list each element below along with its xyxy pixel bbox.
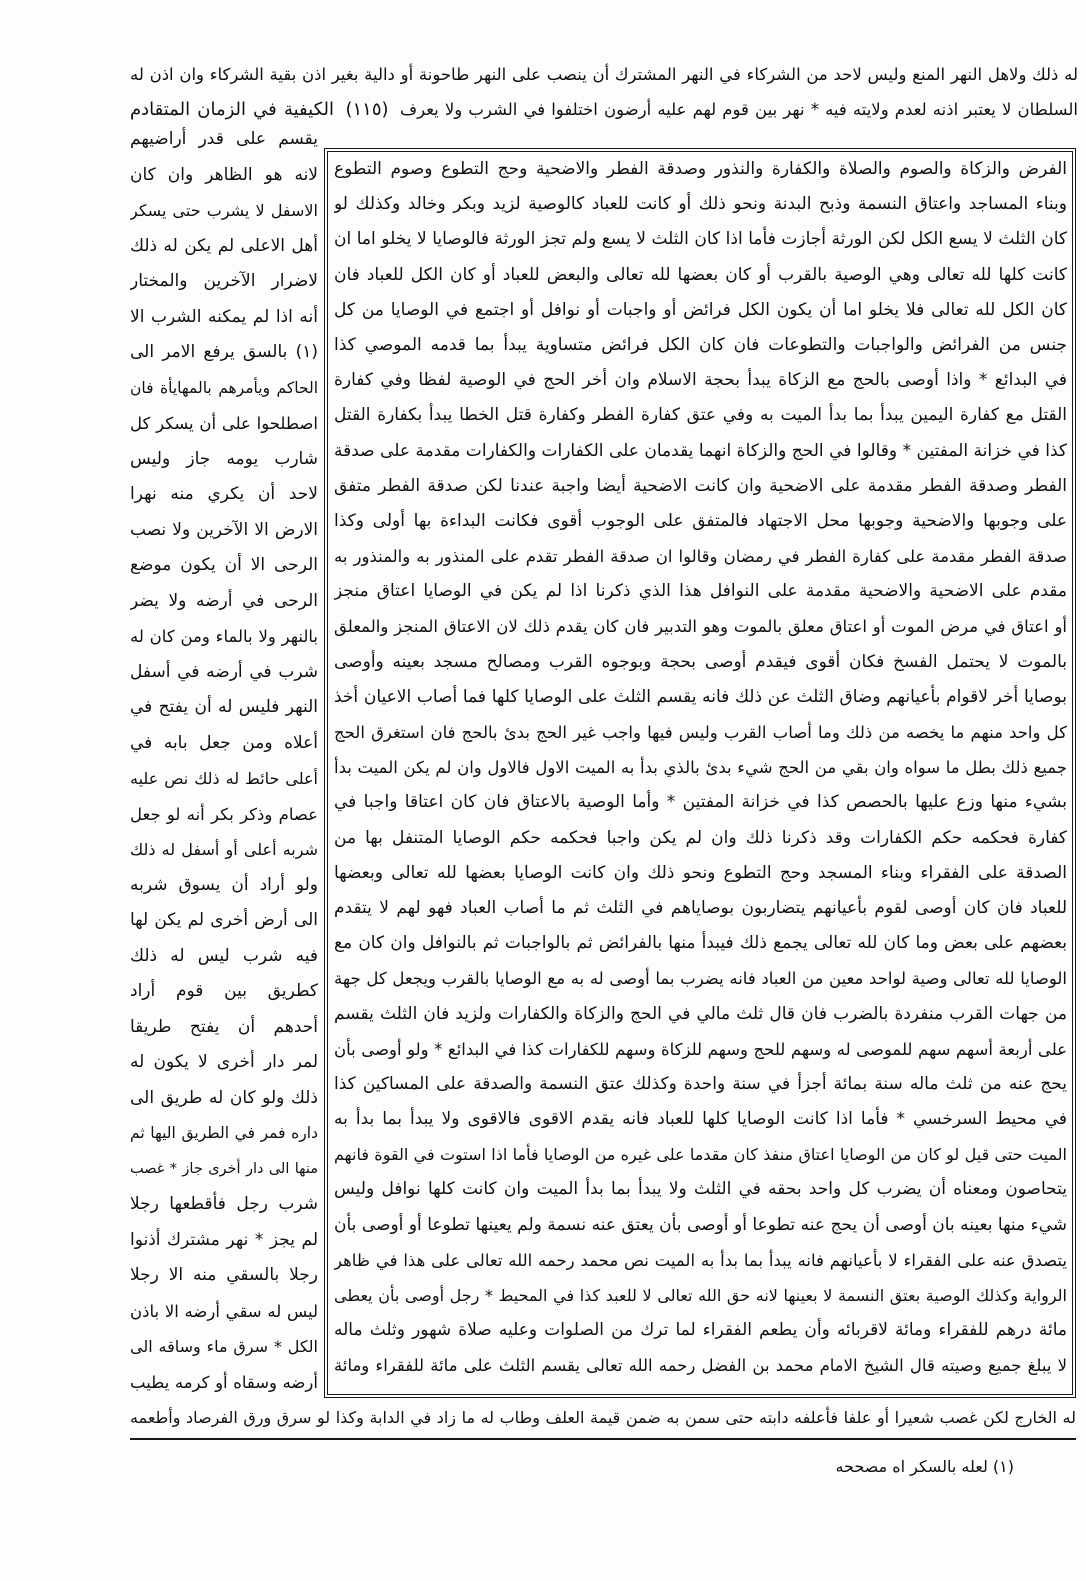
main-text-line: الفطر وصدقة الفطر مقدمة على الاضحية وان كانت الاضحية أيضا واجبة عندنا لكن صدقة الفطر متفق: [334, 475, 1067, 496]
bottom-continuation-line: له الخارج لكن غصب شعيرا أو علفا فأعلفه دابته حتى سمن به ضمن قيمة العلف وطاب له ما زاد في الدابة وكذا لو سرق ورق الفرصاد وأطعمه: [130, 1408, 1076, 1427]
main-text-line: القتل مع كفارة اليمين يبدأ بما بدأ الميت به وفي عتق كفارة الفطر وكفارة قتل الخطا يبدأ بكفارة القتل: [334, 405, 1067, 426]
header-line-2-right: السلطان لا يعتبر اذنه لعدم ولايته فيه * نهر بين قوم لهم عليه أرضون اختلفوا في الشرب ولا يعرف: [400, 100, 1078, 119]
margin-text-line: الى أرض أخرى لم يكن لها: [130, 910, 318, 930]
main-text-line: شيء منها بعينه بان أوصى أن يحج عنه تطوعا أو أوصى بأن يعتق عنه نسمة ولم يعينها تطوعا أو أوصى بأن: [334, 1214, 1067, 1235]
main-text-line: مائة درهم للفقراء ومائة لاقربائه وأن يطعم الفقراء لما ترك من الصلوات وعليه صلاة شهور وثلث ماله: [334, 1320, 1067, 1341]
margin-text-line: داره فمر في الطريق اليها ثم: [130, 1124, 318, 1142]
main-text-line: صدقة الفطر مقدمة على كفارة الفطر في رمضان وقالوا ان صدقة الفطر تقدم على المنذور به والمنذور به: [334, 547, 1067, 567]
margin-text-line: ولو أراد أن يسوق شربه: [130, 874, 318, 895]
main-text-line: كفارة فحكمه حكم الكفارات وقد ذكرنا ذلك وان لم يكن واجبا فحكمه حكم الوصايا المتنفل بها من: [334, 827, 1067, 848]
margin-text-line: رجلا بالسقي منه الا رجلا: [130, 1265, 318, 1285]
main-text-line: جنس من الفرائض والواجبات والتطوعات فان كان الكل فرائض متساوية يبدأ بما قدمه الموصي كذا: [334, 334, 1067, 355]
main-text-line: الرواية وكذلك الوصية بعتق النسمة لا بعينها لانه حق الله تعالى لا للعبد كذا في المحيط * رجل أوصى بأن يعطى: [334, 1286, 1067, 1305]
header-line-1: له ذلك ولاهل النهر المنع وليس لاحد من الشركاء في النهر المشترك أن ينصب على النهر طاحونة أو دالية بغير اذن بقية الشركاء وان اذن له: [130, 65, 1078, 84]
margin-text-line: لم يجز * نهر مشترك أذنوا: [130, 1229, 318, 1250]
footnote-divider: [130, 1438, 1076, 1440]
margin-text-line: اصطلحوا على أن يسكر كل: [130, 414, 318, 433]
main-text-line: كذا في خزانة المفتين * وقالوا في الحج والزكاة انهما يقدمان على الكفارات والكفارات مقدمة على صدقة: [334, 440, 1067, 461]
margin-text-line: الرحى الا أن يكون موضع: [130, 555, 318, 575]
margin-text-line: أحدهم أن يفتح طريقا: [130, 1016, 318, 1037]
page-number: (١١٥): [345, 99, 389, 120]
margin-text-line: ليس له سقي أرضه الا باذن: [130, 1301, 318, 1321]
main-text-line: يتحاصون ومعناه أن يضرب كل واحد بحقه في الثلث ولا يبدأ بما بدأ الميت وان كانت كلها نوافل وليس: [334, 1179, 1067, 1200]
main-text-line: كانت كلها لله تعالى وهي الوصية بالقرب أو كان بعضها لله تعالى والبعض للعباد أو كان الكل للعباد فان: [334, 264, 1067, 285]
margin-text-line: الحاكم ويأمرهم بالمهايأة فان: [130, 378, 318, 397]
margin-text-line: أنه اذا لم يمكنه الشرب الا: [130, 306, 318, 327]
main-text-line: على أربعة أسهم سهم للموصى له وسهم للحج وسهم للزكاة وسهم للكفارات كذا في البدائع * ولو أوصى بأن: [334, 1039, 1067, 1059]
margin-text-line: أهل الاعلى لم يكن له ذلك: [130, 235, 318, 256]
margin-text-line: بالنهر ولا بالماء ومن كان له: [130, 627, 318, 646]
margin-text-line: لانه هو الظاهر وان كان: [130, 164, 318, 185]
main-text-line: بعضهم على بعض وما كان لله تعالى يجمع ذلك فيبدأ منها بالفرائض ثم بالواجبات ثم بالنوافل وان كان مع: [334, 933, 1067, 954]
main-text-line: يتصدق عنه على الفقراء لا بأعيانهم فانه يبدأ بما بدأ به الميت نص محمد رحمه الله تعالى على هذا في ظاهر: [334, 1250, 1067, 1270]
main-text-line: على وجوبها والاضحية وجوبها محل الاجتهاد فالمتفق على الوجوب أقوى فكانت البداءة بها أولى وكذا: [334, 510, 1067, 531]
margin-text-line: يقسم على قدر أراضيهم: [130, 129, 318, 149]
main-text-line: بالموت لا يحتمل الفسخ فكان أقوى فيقدم أوصى بحجة وبوجوه القرب ومصالح مسجد بعينه وأوصى: [334, 651, 1067, 672]
margin-text-line: شرب رجل فأقطعها رجلا: [130, 1194, 318, 1214]
margin-text-column: [130, 122, 318, 1400]
margin-text-line: النهر فليس له أن يفتح في: [130, 697, 318, 717]
margin-text-line: أعلاه ومن جعل بابه في: [130, 732, 318, 753]
margin-text-line: شربه أعلى أو أسفل له ذلك: [130, 840, 318, 859]
main-text-line: أو اعتاق في مرض الموت أو اعتاق معلق بالموت وهو التدبير فان كان يقدم ذلك لان الاعتاق المنجز والمعلق: [334, 617, 1067, 637]
main-text-line: الصدقة على الفقراء وبناء المسجد وحج التطوع ونحو ذلك وان كانت الوصايا بعضها لله تعالى وبعضها: [334, 862, 1067, 883]
main-text-line: لا يبلغ جميع وصيته قال الشيخ الامام محمد بن الفضل رحمه الله تعالى يقسم الثلث على مائة للفقراء ومائة: [334, 1356, 1067, 1376]
main-text-line: مقدم على الاضحية والاضحية مقدمة على النوافل هذا الذي ذكرنا اذا لم يكن في الوصايا اعتاق منجز: [334, 581, 1067, 602]
margin-text-line: شارب يومه جاز وليس: [130, 448, 318, 469]
main-text-body: [334, 152, 1067, 1384]
margin-text-line: لمر دار أخرى لا يكون له: [130, 1052, 318, 1072]
footnote: (١) لعله بالسكر اه مصححه: [835, 1457, 1014, 1476]
main-text-line: وبناء المساجد واعتاق النسمة وذبح البدنة ونحو ذلك أو كانت للعباد كالوصية لزيد وبكر وخالد وكذلك لو: [334, 194, 1067, 215]
margin-text-line: فيه شرب ليس له ذلك: [130, 945, 318, 966]
main-text-line: الوصايا لله تعالى وصية لواحد معين من العباد فانه يضرب بما أوصى له به مع الوصايا بالقرب ويجعل كل جهة: [334, 969, 1067, 989]
main-text-line: بشيء منها وزع عليها بالحصص كذا في خزانة المفتين * وأما الوصية بالاعتاق فان كان اعتاقا واجبا في: [334, 792, 1067, 813]
main-text-line: في محيط السرخسي * فأما اذا كانت الوصايا كلها للعباد فانه يقدم الاقوى فالاقوى ولا يبدأ بما بدأ به: [334, 1109, 1067, 1130]
main-text-line: الفرض والزكاة والصوم والصلاة والكفارة والنذور وصدقة الفطر والاضحية وحج التطوع وصوم التطوع: [334, 159, 1067, 179]
margin-text-line: الاسفل لا يشرب حتى يسكر: [130, 201, 318, 220]
margin-text-line: عصام وذكر بكر أنه لو جعل: [130, 804, 318, 824]
main-text-line: كان الكل لله تعالى فلا يخلو اما أن يكون الكل فرائض أو واجبات أو نوافل أو اجتمع في الوصايا من كل: [334, 299, 1067, 320]
margin-text-line: ذلك ولو كان له طريق الى: [130, 1087, 318, 1108]
margin-text-line: الكل * سرق ماء وساقه الى: [130, 1337, 318, 1356]
main-text-line: جميع ذلك بطل ما سواه وان بقي من الحج شيء بدئ بالذي بدأ به الميت الاول فالاول وان لم يكن الميت بدأ: [334, 758, 1067, 778]
main-text-line: كل واحد منهم ما يخصه من ذلك وما أصاب القرب وليس فيها واجب غير الحج بدئ بالحج فان استغرق الحج: [334, 723, 1067, 742]
margin-text-line: منها الى دار أخرى جاز * غصب: [130, 1160, 318, 1177]
header-line-2-left: الكيفية في الزمان المتقادم: [130, 99, 334, 120]
main-text-line: في البدائع * واذا أوصى بالحج مع الزكاة يبدأ بحجة الاسلام وان أخر الحج في الوصية لفظا وفي كفارة: [334, 370, 1067, 391]
main-text-line: يحج عنه من ثلث ماله سنة بمائة أجزأ في سنة واحدة وكذلك عتق النسمة والصدقة على المساكين كذا: [334, 1073, 1067, 1094]
margin-text-line: أعلى حائط له ذلك نص عليه: [130, 769, 318, 788]
margin-text-line: (١) بالسق يرفع الامر الى: [130, 342, 318, 362]
main-text-line: الميت حتى قيل لو كان من الوصايا اعتاق منفذ كان مقدما على غيره من الوصايا فأما اذا استوت في القوة فانهم: [334, 1145, 1067, 1165]
margin-text-line: لاضرار الآخرين والمختار: [130, 271, 318, 291]
main-text-line: من جهات القرب منفردة بالضرب فان قال ثلث مالي في الحج والزكاة والكفارات ولزيد فان الثلث يقسم: [334, 1003, 1067, 1024]
main-text-line: بوصايا أخر لاقوام بأعيانهم وضاق الثلث عن ذلك فانه يقسم الثلث على الوصايا كلها فما أصاب الاعيان أخذ: [334, 686, 1067, 707]
margin-text-line: الرحى في أرضه ولا يضر: [130, 590, 318, 611]
margin-text-line: شرب في أرضه في أسفل: [130, 661, 318, 682]
main-text-line: كان الثلث لا يسع الكل لكن الورثة أجازت فأما اذا كان الثلث لا يسع ولم تجز الورثة فالوصايا لا يخلو اما ان: [334, 229, 1067, 250]
main-text-line: للعباد فان كان أوصى لقوم بأعيانهم يتضاربون بوصاياهم في الثلث ثم ما أصاب العباد فهو لهم لا يتقدم: [334, 897, 1067, 918]
margin-text-line: كطريق بين قوم أراد: [130, 981, 318, 1001]
margin-text-line: لاحد أن يكري منه نهرا: [130, 484, 318, 504]
margin-text-line: أرضه وسقاه أو كرمه يطيب: [130, 1372, 318, 1392]
margin-text-line: الارض الا الآخرين ولا نصب: [130, 519, 318, 540]
